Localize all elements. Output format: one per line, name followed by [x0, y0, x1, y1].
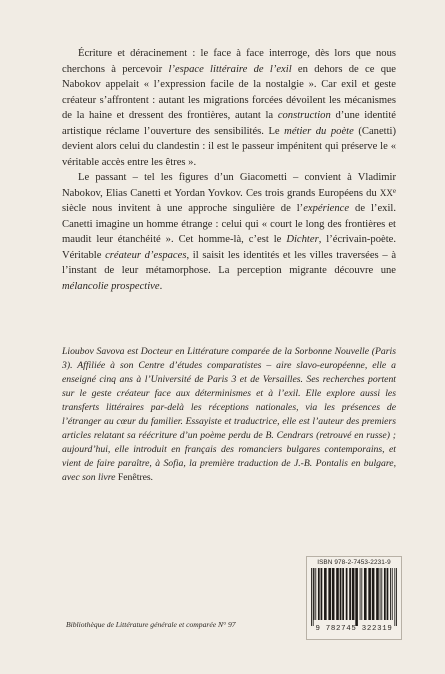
text-run: siècle nous invitent à une approche singulière de l’	[62, 203, 304, 214]
blurb-text	[62, 46, 396, 294]
text-run: , il saisit les identités et les villes traversées – à l’instant de leur métamorphose. La perception migrante découvre une	[62, 249, 397, 276]
barcode-icon	[311, 568, 397, 626]
text-run: Le passant – tel les figures d’un Giacometti – convient à Vladimir Nabokov, Elias Canetti et Yordan Yovkov. Ces trois grands Européens du	[62, 172, 396, 199]
author-bio	[62, 345, 396, 485]
text-run: de l’exil. Canetti imagine un homme étrange : celui qui « court le long des frontières et maudit leur étanchéité ». Cet homme-là, c’est le	[62, 203, 396, 245]
emphasis-run: l’espace littéraire de l’exil	[168, 63, 292, 75]
emphasis-run: métier du poète	[284, 125, 354, 137]
text-run: Lioubov Savova est Docteur en Littérature comparée de la Sorbonne Nouvelle (Paris 3). Affiliée à son Centre d’études comparatistes – aire slavo-européenne, elle a enseigné cinq ans à l’Université de Paris 3 et de Versailles. Ses recherches portent sur le geste créateur face aux déterminismes et à l’exil. Elle explore aussi les transferts littéraires par-delà les réceptions nationales, via les présences de l’étranger au cœur du familier. Essayiste et traductrice, elle est l’auteur des premiers articles relatant sa réécriture d’un poème perdu de B. Cendrars (retrouvé en russe) ; aujourd’hui, elle introduit en français des romanciers bulgares contemporains, et vient de faire paraître, à Sofia, la première traduction de J.-B. Pontalis en bulgare, avec son livre	[62, 346, 396, 483]
emphasis-run: construction	[277, 110, 331, 121]
emphasis-run: créateur d’espaces	[105, 249, 187, 261]
emphasis-run: mélancolie prospective	[62, 280, 160, 292]
century-numeral: XX	[379, 187, 393, 198]
collection-line: Bibliothèque de Littérature générale et comparée N° 97	[66, 620, 236, 629]
text-run: .	[159, 280, 163, 292]
barcode-label	[306, 556, 402, 640]
blurb-paragraph-2	[62, 170, 396, 294]
text-run: en dehors de ce que Nabokov appelait « l’expression facile de la nostalgie ». Car exil et geste créateur s’affrontent : autant les migrations forcées dévoilent les mécanismes de la haine et dressent des frontières, autant la	[62, 63, 396, 121]
isbn-text: ISBN 978-2-7453-2231-9	[317, 559, 391, 566]
emphasis-run: expérience	[303, 203, 350, 214]
text-run: .	[150, 472, 154, 483]
emphasis-run: Dichter	[286, 234, 319, 245]
author-bio-paragraph	[62, 345, 396, 485]
book-title: Fenêtres	[117, 472, 151, 483]
century-superscript: e	[392, 186, 396, 195]
text-run: Écriture et déracinement : le face à face interroge, dès lors que nous cherchons à percevoir	[62, 48, 396, 75]
blurb-paragraph-1	[62, 46, 396, 170]
barcode-digits: 9 782745 322319	[315, 625, 393, 633]
text-run: , l’écrivain-poète. Véritable	[62, 234, 397, 261]
text-run: d’une identité artistique réclame l’ouverture des sensibilités. Le	[62, 110, 396, 137]
text-run: (Canetti) devient alors celui du clandestin : il est le passeur impénitent qui préserve le « véritable accès entre les êtres ».	[62, 125, 397, 168]
